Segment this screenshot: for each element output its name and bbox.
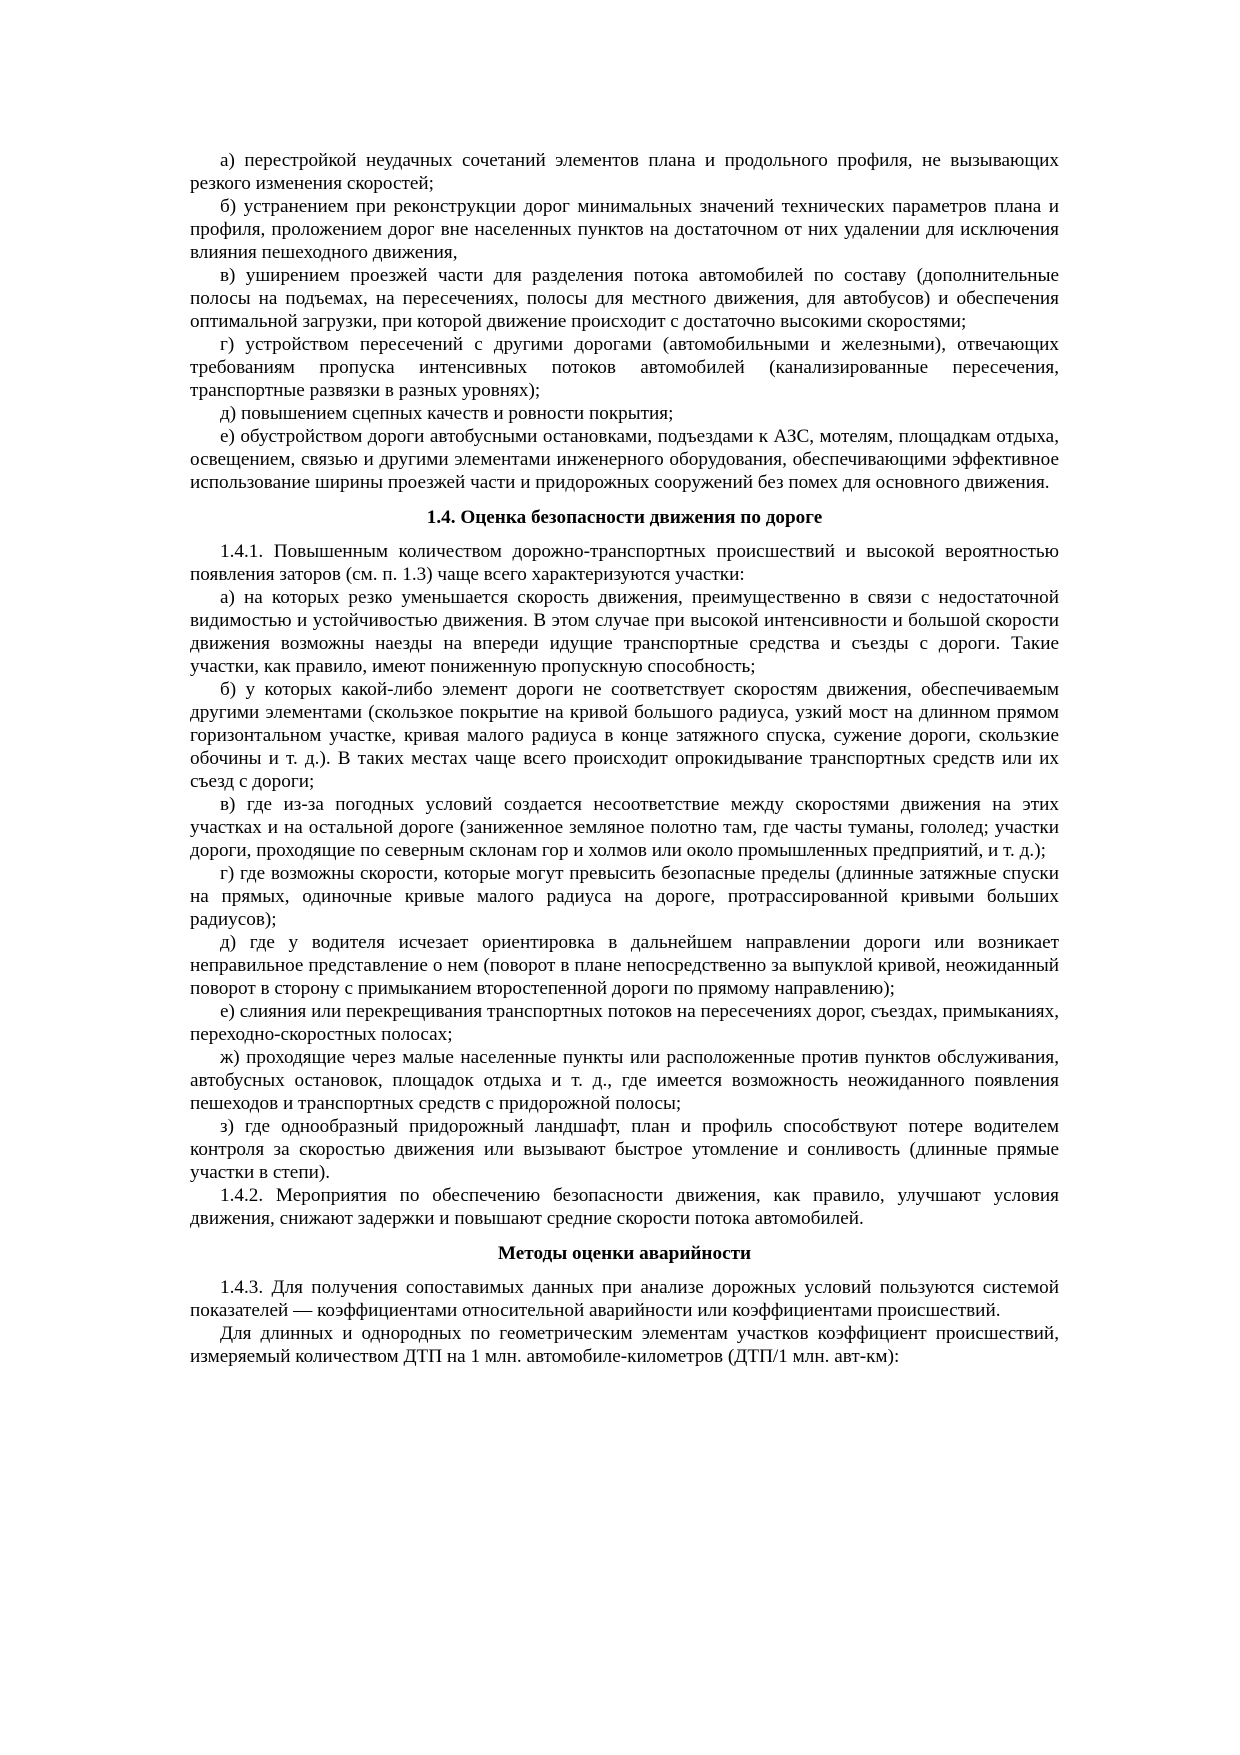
paragraph-sub-z: з) где однообразный придорожный ландшафт, план и профиль способствуют потере водителем контроля за скоростью движения или вызывают быстрое утомление и сонливость (длинные прямые участки в степи).	[190, 1116, 1059, 1183]
document-page	[190, 149, 1059, 1368]
paragraph-item-v: в) уширением проезжей части для разделения потока автомобилей по составу (дополнительные полосы на подъемах, на пересечениях, полосы для местного движения, для автобусов) и обеспечения оптимальной загрузки, при которой движение происходит с достаточно высокими скоростями;	[190, 265, 1059, 332]
paragraph-sub-a: а) на которых резко уменьшается скорость движения, преимущественно в связи с недостаточной видимостью и устойчивостью движения. В этом случае при высокой интенсивности и большой скорости движения возможны наезды на впереди идущие транспортные средства и съезды с дороги. Такие участки, как правило, имеют пониженную пропускную способность;	[190, 587, 1059, 677]
paragraph-sub-g: г) где возможны скорости, которые могут превысить безопасные пределы (длинные затяжные спуски на прямых, одиночные кривые малого радиуса на дороге, протрассированной кривыми больших радиусов);	[190, 863, 1059, 930]
section-heading-safety-assessment: 1.4. Оценка безопасности движения по дороге	[426, 507, 823, 528]
paragraph-item-a: а) перестройкой неудачных сочетаний элементов плана и продольного профиля, не вызывающих резкого изменения скоростей;	[190, 150, 1059, 194]
paragraph-1-4-1: 1.4.1. Повышенным количеством дорожно-транспортных происшествий и высокой вероятностью появления заторов (см. п. 1.3) чаще всего характеризуются участки:	[190, 541, 1059, 585]
paragraph-accident-coefficient: Для длинных и однородных по геометрическим элементам участков коэффициент происшествий, измеряемый количеством ДТП на 1 млн. автомобиле-километров (ДТП/1 млн. авт-км):	[190, 1323, 1059, 1367]
paragraph-item-d: д) повышением сцепных качеств и ровности покрытия;	[220, 403, 674, 424]
paragraph-sub-zh: ж) проходящие через малые населенные пункты или расположенные против пунктов обслуживания, автобусных остановок, площадок отдыха и т. д., где имеется возможность неожиданного появления пешеходов и транспортных средств с придорожной полосы;	[190, 1047, 1059, 1114]
paragraph-sub-d: д) где у водителя исчезает ориентировка в дальнейшем направлении дороги или возникает неправильное представление о нем (поворот в плане непосредственно за выпуклой кривой, неожиданный поворот в сторону с примыканием второстепенной дороги по прямому направлению);	[190, 932, 1059, 999]
paragraph-item-e: е) обустройством дороги автобусными остановками, подъездами к АЗС, мотелям, площадкам отдыха, освещением, связью и другими элементами инженерного оборудования, обеспечивающими эффективное использование ширины проезжей части и придорожных сооружений без помех для основного движения.	[190, 426, 1059, 493]
section-heading-accident-methods: Методы оценки аварийности	[497, 1243, 752, 1264]
paragraph-1-4-2: 1.4.2. Мероприятия по обеспечению безопасности движения, как правило, улучшают условия движения, снижают задержки и повышают средние скорости потока автомобилей.	[190, 1185, 1059, 1229]
paragraph-item-b: б) устранением при реконструкции дорог минимальных значений технических параметров плана и профиля, проложением дорог вне населенных пунктов на достаточном от них удалении для исключения влияния пешеходного движения,	[190, 196, 1059, 263]
paragraph-sub-b: б) у которых какой-либо элемент дороги не соответствует скоростям движения, обеспечиваемым другими элементами (скользкое покрытие на кривой большого радиуса, узкий мост на длинном прямом горизонтальном участке, кривая малого радиуса в конце затяжного спуска, сужение дороги, скользкие обочины и т. д.). В таких местах чаще всего происходит опрокидывание транспортных средств или их съезд с дороги;	[190, 679, 1059, 792]
paragraph-1-4-3: 1.4.3. Для получения сопоставимых данных при анализе дорожных условий пользуются системой показателей — коэффициентами относительной аварийности или коэффициентами происшествий.	[190, 1277, 1059, 1321]
paragraph-item-g: г) устройством пересечений с другими дорогами (автомобильными и железными), отвечающих требованиям пропуска интенсивных потоков автомобилей (канализированные пересечения, транспортные развязки в разных уровнях);	[190, 334, 1059, 401]
paragraph-sub-v: в) где из-за погодных условий создается несоответствие между скоростями движения на этих участках и на остальной дороге (заниженное земляное полотно там, где часты туманы, гололед; участки дороги, проходящие по северным склонам гор и холмов или около промышленных предприятий, и т. д.);	[190, 794, 1059, 861]
paragraph-sub-e: е) слияния или перекрещивания транспортных потоков на пересечениях дорог, съездах, примыканиях, переходно-скоростных полосах;	[190, 1001, 1059, 1045]
